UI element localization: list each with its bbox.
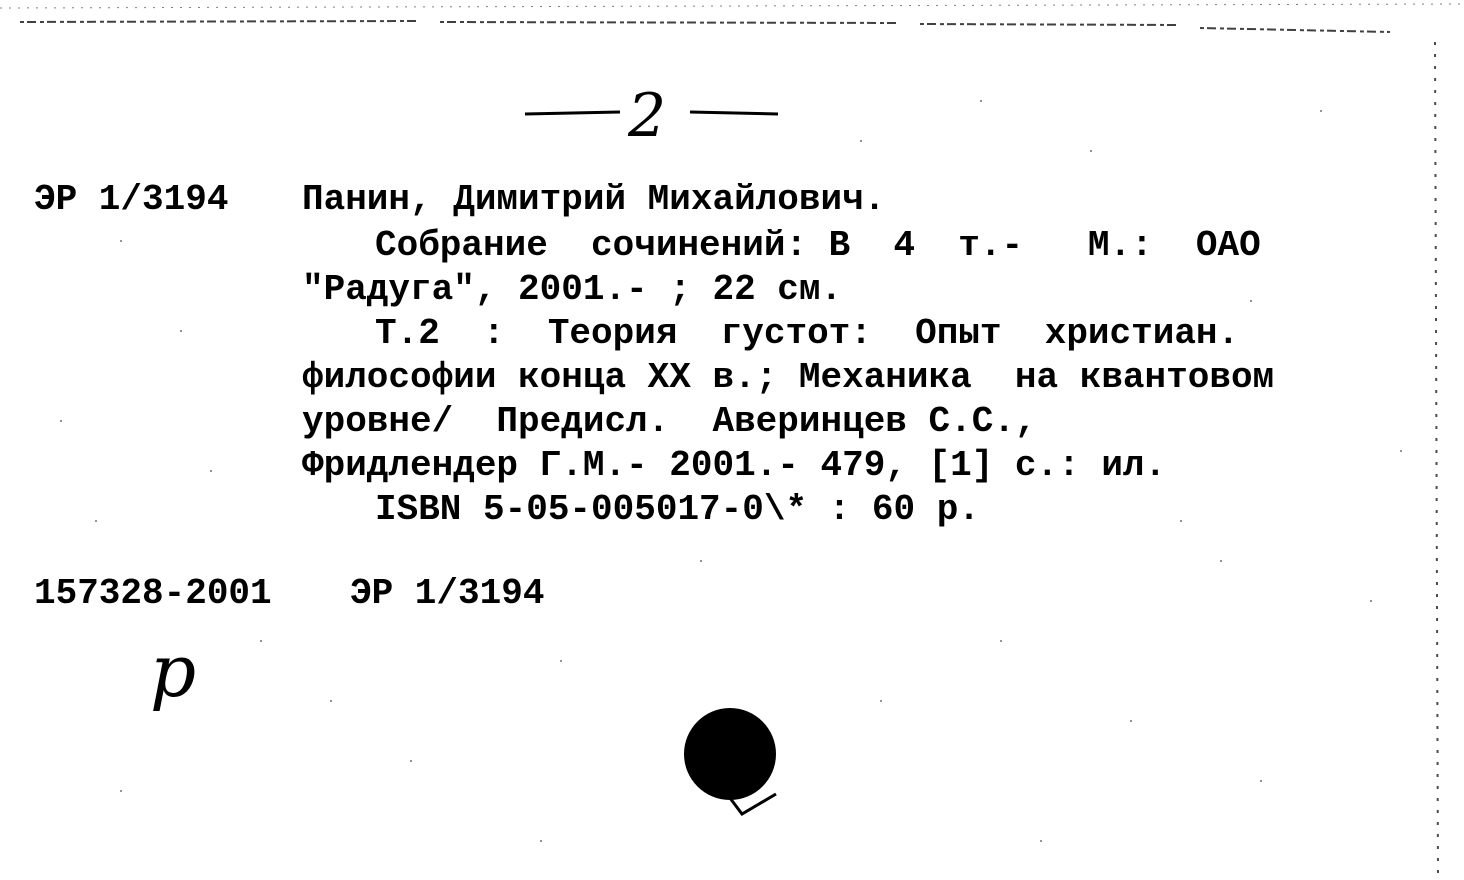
volume-line-1: Т.2 : Теория густот: Опыт христиан. — [375, 313, 1240, 354]
author-heading: Панин, Димитрий Михайлович. — [302, 179, 886, 220]
inventory-number: 157328-2001 — [34, 573, 272, 614]
volume-line-2: философии конца XX в.; Механика на квантовом — [302, 357, 1275, 398]
volume-line-3: уровне/ Предисл. Аверинцев С.С., — [302, 401, 1037, 442]
isbn-line: ISBN 5-05-005017-0\* : 60 р. — [375, 489, 980, 530]
card-top-border — [0, 0, 1464, 60]
title-line-2: "Радуга", 2001.- ; 22 см. — [302, 269, 843, 310]
punch-hole-tick — [728, 788, 780, 822]
inventory-call-number: ЭР 1/3194 — [350, 573, 545, 614]
handwritten-mark: р — [150, 629, 197, 713]
call-number: ЭР 1/3194 — [34, 179, 229, 220]
punch-hole — [684, 708, 776, 800]
card-right-border — [1420, 30, 1450, 880]
volume-line-4: Фридлендер Г.М.- 2001.- 479, [1] с.: ил. — [302, 445, 1167, 486]
page-number: 2 — [628, 81, 667, 151]
title-line-1: Собрание сочинений: В 4 т.- М.: ОАО — [375, 225, 1261, 266]
page-number-mark — [520, 80, 790, 160]
